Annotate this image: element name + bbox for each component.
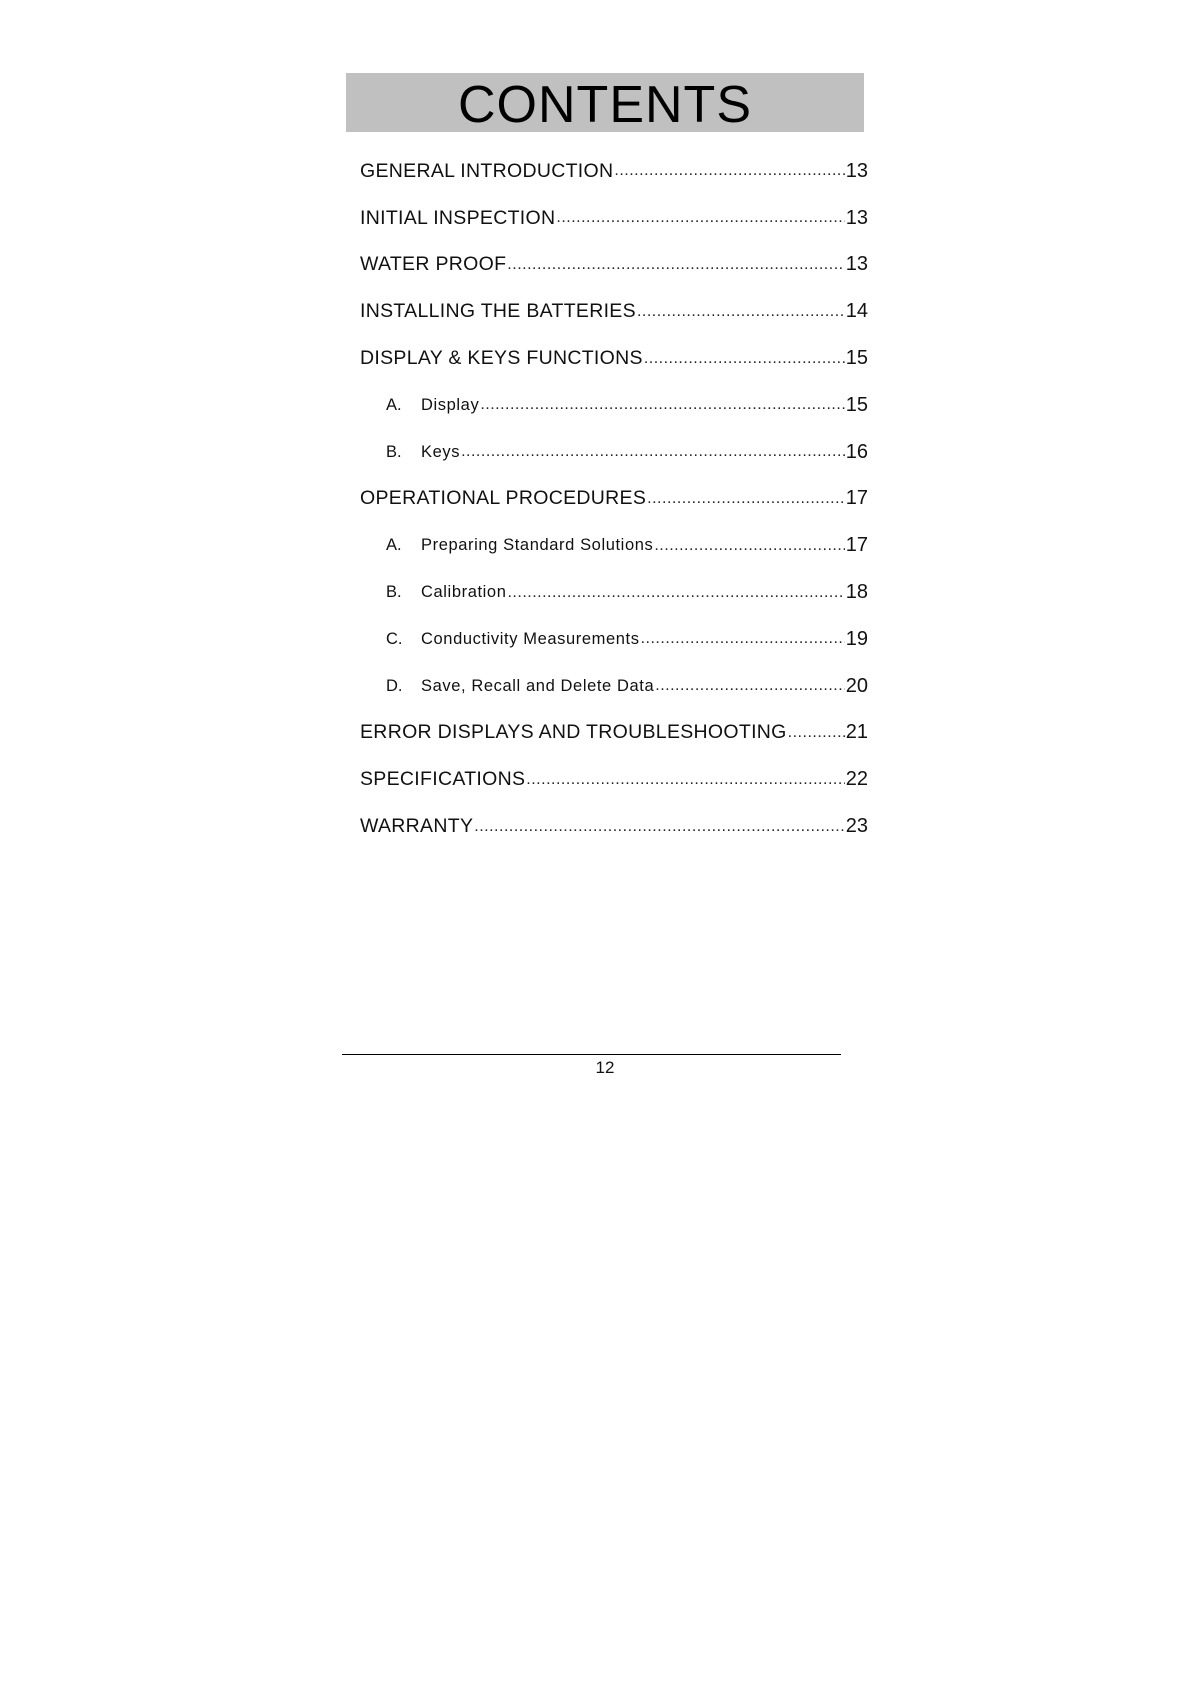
dot-leader bbox=[637, 303, 845, 321]
table-of-contents bbox=[360, 148, 868, 850]
toc-entry-installing-batteries[interactable] bbox=[360, 288, 868, 335]
toc-entry-page: 13 bbox=[845, 253, 868, 276]
toc-entry-label: DISPLAY & KEYS FUNCTIONS bbox=[360, 347, 643, 370]
toc-entry-warranty[interactable] bbox=[360, 803, 868, 850]
toc-subentry-save-recall-delete-data[interactable] bbox=[360, 663, 868, 710]
dot-leader bbox=[526, 771, 844, 789]
dot-leader bbox=[788, 724, 845, 742]
toc-subentry-letter: C. bbox=[386, 629, 403, 648]
toc-entry-specifications[interactable] bbox=[360, 756, 868, 803]
toc-entry-label: INITIAL INSPECTION bbox=[360, 206, 556, 229]
toc-subentry-conductivity-measurements[interactable] bbox=[360, 616, 868, 663]
toc-entry-page: 17 bbox=[845, 487, 868, 510]
toc-subentry-letter: B. bbox=[386, 442, 402, 461]
toc-entry-label: WATER PROOF bbox=[360, 253, 507, 276]
toc-entry-label: ERROR DISPLAYS AND TROUBLESHOOTING bbox=[360, 721, 787, 744]
dot-leader bbox=[641, 630, 845, 648]
toc-subentry-letter: A. bbox=[386, 536, 402, 555]
dot-leader bbox=[461, 443, 845, 461]
toc-subentry-keys[interactable] bbox=[360, 429, 868, 476]
dot-leader bbox=[647, 490, 845, 508]
toc-subentry-preparing-standard-solutions[interactable] bbox=[360, 522, 868, 569]
toc-subentry-display[interactable] bbox=[360, 382, 868, 429]
dot-leader bbox=[556, 209, 844, 227]
dot-leader bbox=[654, 537, 844, 555]
toc-entry-page: 15 bbox=[845, 347, 868, 370]
toc-entry-page: 17 bbox=[845, 534, 868, 557]
toc-entry-page: 13 bbox=[845, 206, 868, 229]
dot-leader bbox=[480, 396, 844, 414]
toc-entry-page: 19 bbox=[845, 627, 868, 650]
toc-entry-error-displays-troubleshooting[interactable] bbox=[360, 710, 868, 757]
toc-entry-label: Preparing Standard Solutions bbox=[421, 536, 654, 555]
dot-leader bbox=[655, 677, 844, 695]
page-title: CONTENTS bbox=[458, 75, 752, 134]
footer-divider bbox=[342, 1054, 841, 1055]
toc-entry-water-proof[interactable] bbox=[360, 242, 868, 289]
toc-entry-operational-procedures[interactable] bbox=[360, 476, 868, 523]
toc-entry-page: 15 bbox=[845, 393, 868, 416]
toc-entry-page: 14 bbox=[845, 300, 868, 323]
contents-title-bar bbox=[346, 73, 864, 132]
toc-entry-page: 16 bbox=[845, 440, 868, 463]
toc-entry-page: 23 bbox=[845, 815, 868, 838]
toc-entry-label: OPERATIONAL PROCEDURES bbox=[360, 487, 647, 510]
toc-entry-label: Save, Recall and Delete Data bbox=[421, 676, 655, 695]
dot-leader bbox=[507, 584, 844, 602]
toc-entry-label: GENERAL INTRODUCTION bbox=[360, 159, 614, 182]
dot-leader bbox=[644, 350, 845, 368]
toc-entry-label: SPECIFICATIONS bbox=[360, 768, 526, 791]
toc-entry-label: INSTALLING THE BATTERIES bbox=[360, 300, 636, 323]
toc-subentry-letter: D. bbox=[386, 676, 403, 695]
toc-entry-page: 20 bbox=[845, 674, 868, 697]
dot-leader bbox=[474, 818, 844, 836]
toc-subentry-letter: A. bbox=[386, 395, 402, 414]
toc-entry-label: Conductivity Measurements bbox=[421, 629, 640, 648]
toc-entry-page: 21 bbox=[845, 721, 868, 744]
toc-entry-label: Display bbox=[421, 395, 480, 414]
toc-entry-page: 13 bbox=[845, 159, 868, 182]
toc-entry-display-keys-functions[interactable] bbox=[360, 335, 868, 382]
toc-subentry-calibration[interactable] bbox=[360, 569, 868, 616]
toc-entry-label: Keys bbox=[421, 442, 461, 461]
toc-entry-initial-inspection[interactable] bbox=[360, 195, 868, 242]
toc-entry-label: WARRANTY bbox=[360, 815, 474, 838]
toc-subentry-letter: B. bbox=[386, 583, 402, 602]
toc-entry-label: Calibration bbox=[421, 583, 507, 602]
page-number: 12 bbox=[595, 1058, 615, 1077]
toc-entry-general-introduction[interactable] bbox=[360, 148, 868, 195]
dot-leader bbox=[507, 256, 844, 274]
dot-leader bbox=[614, 162, 844, 180]
toc-entry-page: 18 bbox=[845, 581, 868, 604]
toc-entry-page: 22 bbox=[845, 768, 868, 791]
